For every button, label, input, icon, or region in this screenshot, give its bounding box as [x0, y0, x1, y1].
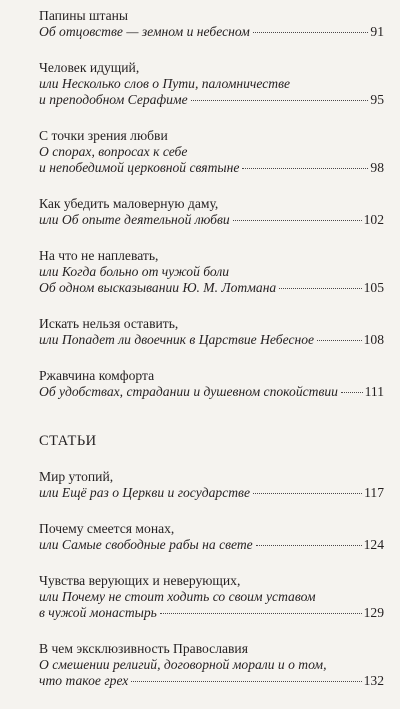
toc-entry[interactable] — [39, 316, 384, 348]
dot-leader — [279, 288, 361, 289]
toc-entry-title: Папины штаны — [39, 8, 129, 23]
toc-entry[interactable] — [39, 8, 384, 40]
toc-entry-subtitle-line — [39, 280, 384, 296]
dot-leader — [253, 493, 362, 494]
toc-entry-subtitle-line — [39, 384, 384, 400]
toc-entry[interactable] — [39, 641, 384, 689]
toc-entry[interactable] — [39, 368, 384, 400]
toc-entry-title: Как убедить маловерную даму, — [39, 196, 219, 211]
toc-entry[interactable] — [39, 60, 384, 108]
toc-page-number: 91 — [370, 24, 384, 39]
toc-entry-subtitle-line — [39, 92, 384, 108]
dot-leader — [253, 32, 369, 33]
toc-entry-subtitle: О спорах, вопросах к себе — [39, 144, 188, 159]
toc-entries-top — [39, 8, 384, 400]
toc-entry-title: В чем эксклюзивность Православия — [39, 641, 248, 656]
toc-entry-subtitle-line — [39, 605, 384, 621]
toc-entry-subtitle: О смешении религий, договорной морали и о том, — [39, 657, 327, 672]
toc-entry[interactable] — [39, 521, 384, 553]
toc-entry-subtitle-line — [39, 332, 384, 348]
toc-entry-subtitle: или Попадет ли двоечник в Царствие Небесное — [39, 332, 315, 347]
toc-entry-subtitle: или Об опыте деятельной любви — [39, 212, 230, 227]
toc-entry-subtitle: в чужой монастырь — [39, 605, 157, 620]
toc-entry-subtitle-line — [39, 485, 384, 501]
toc-entry[interactable] — [39, 573, 384, 621]
toc-page-number: 117 — [364, 485, 384, 500]
toc-entry-title: Почему смеется монах, — [39, 521, 175, 536]
toc-page-number: 102 — [363, 212, 384, 227]
toc-entry-subtitle: что такое грех — [39, 673, 129, 688]
toc-entry-title: Человек идущий, — [39, 60, 140, 75]
toc-entries-articles — [39, 469, 384, 689]
toc-page-number: 132 — [363, 673, 384, 688]
toc-page-number: 124 — [363, 537, 384, 552]
dot-leader — [317, 340, 362, 341]
toc-entry-subtitle-line — [39, 673, 384, 689]
toc-entry-subtitle: или Несколько слов о Пути, паломничестве — [39, 76, 291, 91]
toc-entry-subtitle: Об удобствах, страдании и душевном спокойствии — [39, 384, 338, 399]
toc-entry-subtitle: или Самые свободные рабы на свете — [39, 537, 253, 552]
toc-entry-subtitle-line — [39, 212, 384, 228]
toc-entry-subtitle: Об одном высказывании Ю. М. Лотмана — [39, 280, 277, 295]
toc-page-number: 98 — [370, 160, 384, 175]
toc-page-number: 95 — [370, 92, 384, 107]
dot-leader — [341, 392, 363, 393]
toc-entry-title: С точки зрения любви — [39, 128, 168, 143]
toc-page-number: 105 — [363, 280, 384, 295]
toc-page-number: 108 — [363, 332, 384, 347]
toc-entry-subtitle: Об отцовстве — земном и небесном — [39, 24, 250, 39]
dot-leader — [233, 220, 362, 221]
toc-entry-subtitle: или Почему не стоит ходить со своим уставом — [39, 589, 316, 604]
toc-page-number: 111 — [364, 384, 384, 399]
toc-entry-subtitle-line — [39, 537, 384, 553]
dot-leader — [256, 545, 362, 546]
toc-entry-title: На что не наплевать, — [39, 248, 159, 263]
toc-entry[interactable] — [39, 128, 384, 176]
dot-leader — [191, 100, 369, 101]
toc-entry[interactable] — [39, 469, 384, 501]
toc-page-number: 129 — [363, 605, 384, 620]
toc-entry-subtitle-line — [39, 160, 384, 176]
dot-leader — [131, 681, 361, 682]
toc-entry-title: Искать нельзя оставить, — [39, 316, 179, 331]
toc-entry-subtitle: или Ещё раз о Церкви и государстве — [39, 485, 250, 500]
toc-entry-subtitle-line — [39, 24, 384, 40]
toc-entry[interactable] — [39, 248, 384, 296]
toc-entry-subtitle: или Когда больно от чужой боли — [39, 264, 230, 279]
dot-leader — [242, 168, 368, 169]
toc-entry-title: Чувства верующих и неверующих, — [39, 573, 241, 588]
toc-entry-subtitle: и непобедимой церковной святыне — [39, 160, 240, 175]
toc-entry-subtitle: и преподобном Серафиме — [39, 92, 188, 107]
toc-entry-title: Мир утопий, — [39, 469, 114, 484]
section-heading: СТАТЬИ — [39, 433, 97, 449]
toc-entry-title: Ржавчина комфорта — [39, 368, 155, 383]
dot-leader — [160, 613, 362, 614]
table-of-contents — [39, 8, 384, 709]
toc-entry[interactable] — [39, 196, 384, 228]
